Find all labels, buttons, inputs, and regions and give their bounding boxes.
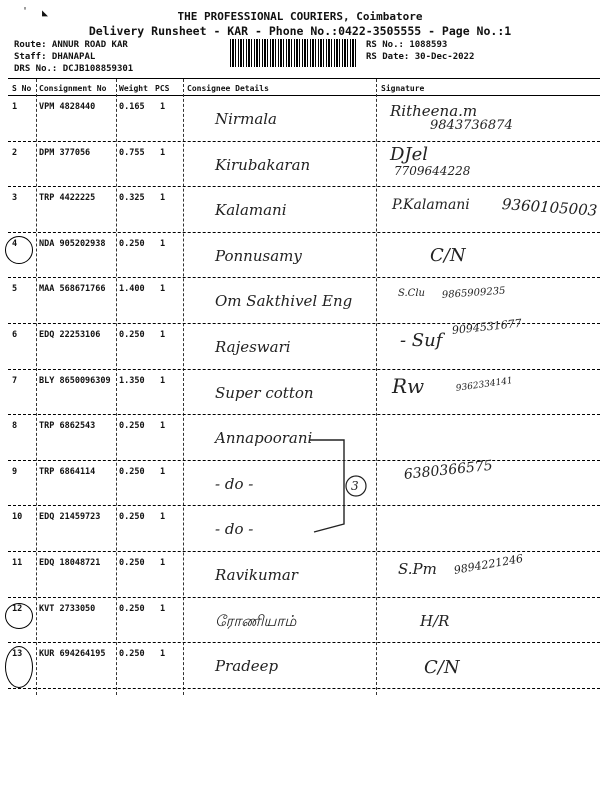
row-consignment-no: BLY 8650096309 xyxy=(39,375,111,386)
row-weight: 0.250 xyxy=(119,512,145,523)
row-phone: 9362334141 xyxy=(455,375,514,394)
row-pcs: 1 xyxy=(160,102,166,112)
row-weight: 0.250 xyxy=(119,649,145,660)
row-weight: 0.325 xyxy=(119,193,145,204)
row-consignee: ரோணியாம் xyxy=(215,611,297,630)
row-pcs: 1 xyxy=(160,147,166,158)
row-pcs: 1 xyxy=(160,603,166,614)
row-pcs: 1 xyxy=(160,193,166,204)
col-header-consignee: Consignee Details xyxy=(187,84,269,93)
row-signature: S.Pm xyxy=(398,560,437,578)
row-pcs: 1 xyxy=(160,466,166,477)
row-signature: H/R xyxy=(420,611,450,630)
row-signature: P.Kalamani xyxy=(392,197,470,214)
row-separator xyxy=(8,551,600,552)
row-phone: 7709644228 xyxy=(394,163,471,178)
row-pcs: 1 xyxy=(160,284,166,295)
row-phone: 9094531677 xyxy=(451,316,523,337)
circled-row-4 xyxy=(5,236,33,264)
row-consignee: Ravikumar xyxy=(215,566,298,584)
row-pcs: 1 xyxy=(160,421,166,432)
col-header-weight: Weight xyxy=(119,84,148,93)
row-consignee: Annapoorani xyxy=(215,429,313,448)
col-header-sno: S No xyxy=(12,84,32,93)
company-title: THE PROFESSIONAL COURIERS, Coimbatore xyxy=(177,10,423,23)
row-sno: 12 xyxy=(12,603,23,614)
col-header-consignment: Consignment No xyxy=(39,84,107,93)
row-sno: 2 xyxy=(12,147,18,158)
row-weight: 0.250 xyxy=(119,558,145,568)
row-sno: 6 xyxy=(12,330,18,340)
row-phone: 6380366575 xyxy=(403,457,494,483)
row-sno: 9 xyxy=(12,466,18,477)
col-divider xyxy=(183,79,184,695)
col-divider xyxy=(116,79,117,695)
row-consignment-no: TRP 6864114 xyxy=(39,466,96,477)
row-pcs: 1 xyxy=(160,512,166,523)
table-top-rule xyxy=(8,78,600,79)
circled-row-13 xyxy=(5,646,33,688)
row-signature: S.Clu xyxy=(398,288,425,300)
row-consignment-no: KVT 2733050 xyxy=(39,603,96,614)
row-separator xyxy=(8,642,600,643)
row-weight: 0.250 xyxy=(119,330,145,340)
row-phone: 9843736874 xyxy=(430,118,513,133)
row-consignment-no: KUR 694264195 xyxy=(39,649,106,660)
row-separator xyxy=(8,141,600,142)
row-pcs: 1 xyxy=(160,330,166,340)
row-pcs: 1 xyxy=(160,375,166,386)
row-separator xyxy=(8,277,600,278)
row-sno: 10 xyxy=(12,512,23,523)
col-divider xyxy=(376,79,377,695)
row-separator xyxy=(8,186,600,187)
row-consignment-no: EDQ 22253106 xyxy=(39,330,101,340)
row-sno: 1 xyxy=(12,102,18,112)
stray-mark: ◣ xyxy=(42,8,49,19)
row-consignee: Kalamani xyxy=(215,201,287,220)
col-header-signature: Signature xyxy=(381,84,425,93)
rs-number: RS No.: 1088593 xyxy=(366,40,448,50)
row-phone: 9894221246 xyxy=(452,551,525,577)
row-consignment-no: DPM 377056 xyxy=(39,147,91,158)
row-consignee: Ponnusamy xyxy=(215,246,302,265)
row-consignment-no: TRP 4422225 xyxy=(39,193,96,204)
row-weight: 1.400 xyxy=(119,284,145,295)
row-weight: 0.250 xyxy=(119,466,145,477)
row-separator xyxy=(8,232,600,233)
row-weight: 0.755 xyxy=(119,147,145,158)
row-consignee: Rajeswari xyxy=(215,338,291,356)
row-pcs: 1 xyxy=(160,238,166,249)
row-consignee: Pradeep xyxy=(215,657,279,676)
route: Route: ANNUR ROAD KAR xyxy=(14,40,128,50)
row-weight: 0.250 xyxy=(119,238,145,249)
row-consignee: - do - xyxy=(215,474,254,493)
row-consignee: Om Sakthivel Eng xyxy=(215,292,353,311)
staff: Staff: DHANAPAL xyxy=(14,52,96,62)
col-divider xyxy=(36,79,37,695)
table-header-rule xyxy=(8,95,600,96)
bracket-mark xyxy=(300,432,370,542)
row-signature: Ritheena.m xyxy=(390,102,478,120)
row-consignment-no: EDQ 18048721 xyxy=(39,558,101,568)
row-weight: 0.165 xyxy=(119,102,145,112)
row-separator xyxy=(8,688,600,689)
row-sno: 13 xyxy=(12,649,23,660)
row-consignment-no: MAA 568671766 xyxy=(39,284,106,295)
row-phone: 9360105003 xyxy=(501,195,598,220)
row-consignee: Nirmala xyxy=(215,110,277,128)
row-sno: 11 xyxy=(12,558,23,568)
circled-row-12 xyxy=(5,603,33,629)
row-sno: 5 xyxy=(12,284,18,295)
row-separator xyxy=(8,597,600,598)
row-signature: C/N xyxy=(430,244,466,266)
row-sno: 7 xyxy=(12,375,18,386)
row-consignee: - do - xyxy=(215,520,254,539)
row-pcs: 1 xyxy=(160,558,166,568)
row-weight: 1.350 xyxy=(119,375,145,386)
row-consignee: Super cotton xyxy=(215,383,314,402)
col-header-pcs: PCS xyxy=(155,84,170,93)
row-consignee: Kirubakaran xyxy=(215,155,311,174)
barcode xyxy=(230,39,358,67)
stray-mark: ' xyxy=(22,6,29,17)
bracket-count: 3 xyxy=(351,479,359,493)
row-separator xyxy=(8,369,600,370)
row-separator xyxy=(8,414,600,415)
drs-number: DRS No.: DCJB108859301 xyxy=(14,64,134,74)
row-signature: Rw xyxy=(392,373,425,398)
row-weight: 0.250 xyxy=(119,603,145,614)
row-phone: 9865909235 xyxy=(441,285,506,302)
runsheet-title: Delivery Runsheet - KAR - Phone No.:0422-3505555 - Page No.:1 xyxy=(88,24,512,38)
row-consignment-no: VPM 4828440 xyxy=(39,102,96,112)
row-consignment-no: NDA 905202938 xyxy=(39,238,106,249)
row-pcs: 1 xyxy=(160,649,166,660)
row-sno: 3 xyxy=(12,193,18,204)
row-signature: - Suf xyxy=(400,330,443,351)
row-signature: C/N xyxy=(424,657,460,679)
row-weight: 0.250 xyxy=(119,421,145,432)
row-consignment-no: TRP 6862543 xyxy=(39,421,96,432)
rs-date: RS Date: 30-Dec-2022 xyxy=(366,52,475,62)
row-consignment-no: EDQ 21459723 xyxy=(39,512,101,523)
row-signature: DJel xyxy=(390,143,429,165)
row-sno: 8 xyxy=(12,421,18,432)
row-sno: 4 xyxy=(12,238,18,249)
